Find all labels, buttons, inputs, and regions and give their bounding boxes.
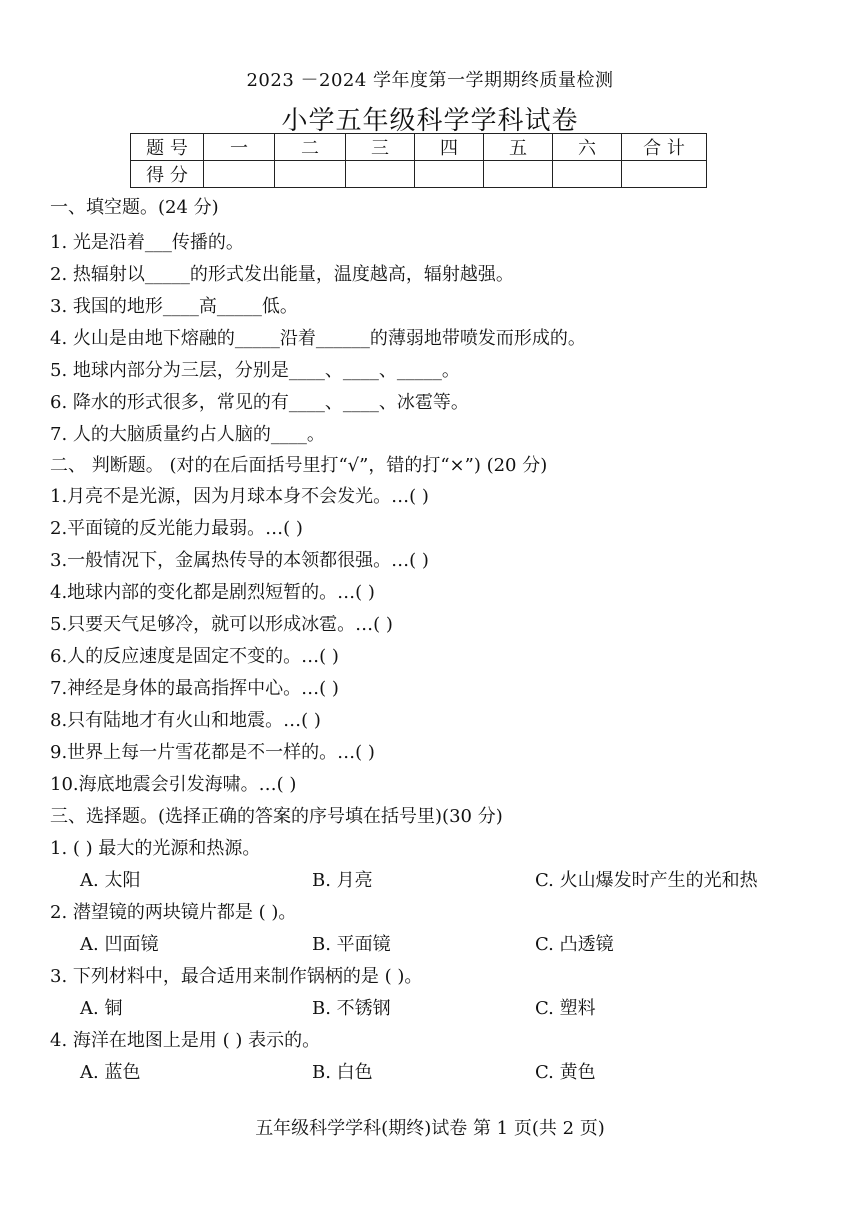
choice-3-option-a: A. 铜 [80, 998, 123, 1019]
judge-item-6: 6.人的反应速度是固定不变的。…( ) [50, 646, 339, 667]
row-header-score: 得 分 [131, 161, 204, 188]
exam-title: 小学五年级科学学科试卷 [281, 106, 579, 136]
choice-question-3: 3. 下列材料中，最合适用来制作锅柄的是 ( )。 [50, 966, 423, 987]
fill-item-4: 4. 火山是由地下熔融的_____沿着______的薄弱地带喷发而形成的。 [50, 328, 586, 349]
fill-item-3: 3. 我国的地形____高_____低。 [50, 296, 298, 317]
column-total: 合 计 [622, 134, 707, 161]
column-4: 四 [415, 134, 484, 161]
section2-heading: 二、 判断题。 (对的在后面括号里打“√”，错的打“×”) (20 分) [50, 455, 548, 476]
column-6: 六 [553, 134, 622, 161]
score-cell[interactable] [204, 161, 275, 188]
judge-item-9: 9.世界上每一片雪花都是不一样的。…( ) [50, 742, 375, 763]
choice-4-option-c: C. 黄色 [535, 1062, 596, 1083]
exam-subtitle: 2023 －2024 学年度第一学期期终质量检测 [246, 70, 614, 91]
choice-2-option-b: B. 平面镜 [312, 934, 391, 955]
judge-item-2: 2.平面镜的反光能力最弱。…( ) [50, 518, 303, 539]
score-table-row-number [131, 134, 707, 161]
judge-item-5: 5.只要天气足够冷，就可以形成冰雹。…( ) [50, 614, 393, 635]
row-header-number: 题 号 [131, 134, 204, 161]
choice-4-option-a: A. 蓝色 [80, 1062, 141, 1083]
judge-item-3: 3.一般情况下，金属热传导的本领都很强。…( ) [50, 550, 429, 571]
judge-item-4: 4.地球内部的变化都是剧烈短暂的。…( ) [50, 582, 375, 603]
section3-heading: 三、选择题。(选择正确的答案的序号填在括号里)(30 分) [50, 806, 503, 827]
column-3: 三 [346, 134, 415, 161]
column-1: 一 [204, 134, 275, 161]
choice-3-option-c: C. 塑料 [535, 998, 596, 1019]
judge-item-8: 8.只有陆地才有火山和地震。…( ) [50, 710, 321, 731]
choice-2-option-a: A. 凹面镜 [80, 934, 159, 955]
choice-4-option-b: B. 白色 [312, 1062, 373, 1083]
score-cell[interactable] [553, 161, 622, 188]
column-2: 二 [275, 134, 346, 161]
choice-1-option-a: A. 太阳 [80, 870, 141, 891]
choice-question-2: 2. 潜望镜的两块镜片都是 ( )。 [50, 902, 297, 923]
score-cell[interactable] [622, 161, 707, 188]
score-cell[interactable] [346, 161, 415, 188]
score-cell[interactable] [415, 161, 484, 188]
section1-heading: 一、填空题。(24 分) [50, 197, 219, 218]
choice-3-option-b: B. 不锈钢 [312, 998, 391, 1019]
page-footer: 五年级科学学科(期终)试卷 第 1 页(共 2 页) [255, 1118, 605, 1139]
fill-item-1: 1. 光是沿着___传播的。 [50, 232, 244, 253]
score-cell[interactable] [484, 161, 553, 188]
column-5: 五 [484, 134, 553, 161]
fill-item-7: 7. 人的大脑质量约占人脑的____。 [50, 424, 325, 445]
choice-question-1: 1. ( ) 最大的光源和热源。 [50, 838, 261, 859]
choice-question-4: 4. 海洋在地图上是用 ( ) 表示的。 [50, 1030, 321, 1051]
choice-2-option-c: C. 凸透镜 [535, 934, 614, 955]
fill-item-6: 6. 降水的形式很多，常见的有____、____、冰雹等。 [50, 392, 469, 413]
choice-1-option-c: C. 火山爆发时产生的光和热 [535, 870, 758, 891]
judge-item-1: 1.月亮不是光源，因为月球本身不会发光。…( ) [50, 486, 429, 507]
judge-item-7: 7.神经是身体的最高指挥中心。…( ) [50, 678, 339, 699]
fill-item-5: 5. 地球内部分为三层，分别是____、____、_____。 [50, 360, 460, 381]
score-table [130, 133, 707, 188]
score-table-row-score [131, 161, 707, 188]
judge-item-10: 10.海底地震会引发海啸。…( ) [50, 774, 297, 795]
choice-1-option-b: B. 月亮 [312, 870, 373, 891]
score-cell[interactable] [275, 161, 346, 188]
fill-item-2: 2. 热辐射以_____的形式发出能量，温度越高，辐射越强。 [50, 264, 514, 285]
